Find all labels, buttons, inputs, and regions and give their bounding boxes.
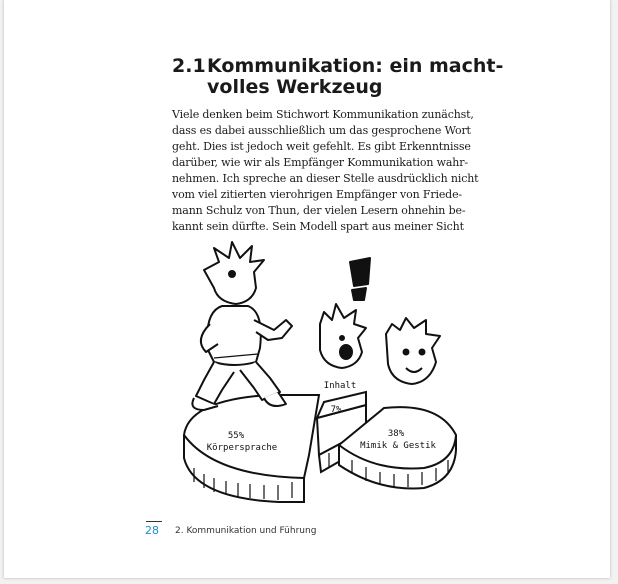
person-figure-large — [192, 242, 292, 410]
body-line: geht. Dies ist jedoch weit gefehlt. Es gibt Erkenntnisse — [172, 140, 471, 153]
page-number: 28 — [145, 524, 159, 537]
section-number: 2.1 — [172, 55, 206, 77]
body-line: Viele denken beim Stichwort Kommunikation zunächst, — [172, 108, 474, 121]
book-page — [4, 0, 610, 578]
section-title-line-2: volles Werkzeug — [207, 76, 383, 98]
body-line: vom viel zitierten vierohrigen Empfänger von Friede- — [172, 188, 462, 201]
section-title-line-1: Kommunikation: ein macht- — [207, 55, 504, 77]
running-footer-chapter: 2. Kommunikation und Führung — [175, 526, 317, 536]
body-line: darüber, wie wir als Empfänger Kommunikation wahr- — [172, 156, 468, 169]
body-line: nehmen. Ich spreche an dieser Stelle ausdrücklich nicht — [172, 172, 479, 185]
label-face-percentage: 38% — [387, 429, 405, 439]
label-content: Inhalt — [323, 381, 357, 391]
label-body-percentage: 55% — [227, 431, 245, 441]
body-line: mann Schulz von Thun, der vielen Lesern ohnehin be- — [172, 204, 466, 217]
label-content-percentage: 7% — [330, 405, 342, 415]
footer-rule — [146, 521, 162, 522]
communication-pie-illustration — [174, 240, 474, 512]
person-figure-right — [386, 318, 440, 384]
label-body-language: Körpersprache — [206, 443, 278, 453]
body-line: kannt sein dürfte. Sein Modell spart aus meiner Sicht — [172, 220, 464, 233]
body-line: dass es dabei ausschließlich um das gesprochene Wort — [172, 124, 471, 137]
person-figure-middle — [320, 258, 370, 368]
body-paragraph — [172, 107, 479, 235]
label-facial-gestures: Mimik & Gestik — [360, 441, 436, 451]
